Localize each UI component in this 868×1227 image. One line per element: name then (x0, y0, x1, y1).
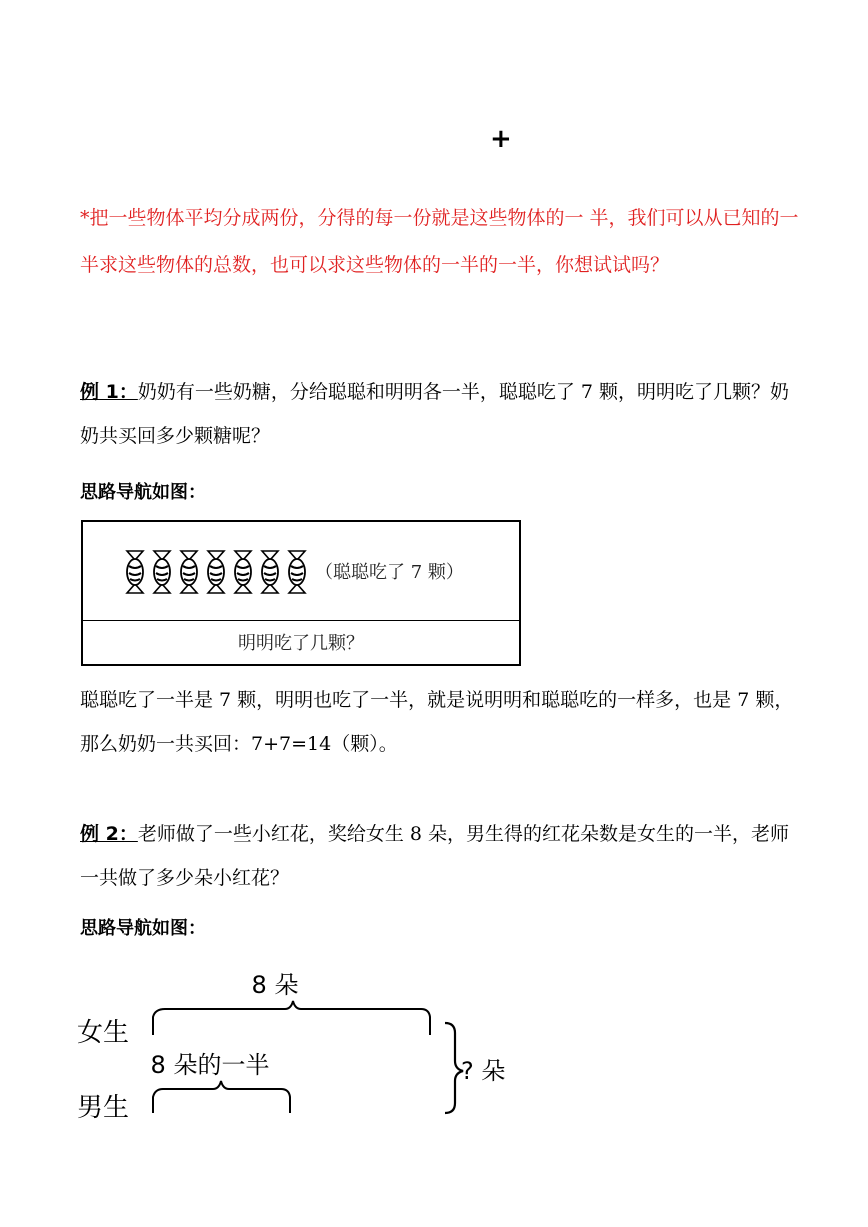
example2-question (80, 812, 800, 900)
example2-figure (75, 965, 535, 1125)
example1-figure-top-label: （聪聪吃了 7 颗） (315, 562, 464, 583)
candy-icon (127, 551, 143, 593)
example2-hint-title: 思路导航如图： (80, 918, 206, 939)
candy-icon (235, 551, 251, 593)
candy-icon (181, 551, 197, 593)
example1-answer: 聪聪吃了一半是 7 颗，明明也吃了一半，就是说明明和聪聪吃的一样多，也是 7 颗，那么奶奶一共买回：7+7=14（颗）。 (80, 689, 794, 755)
boys-label: 男生 (77, 1093, 130, 1123)
boys-amount-label: 8 朵的一半 (150, 1051, 270, 1079)
girls-label: 女生 (77, 1018, 130, 1048)
example2-label: 例 2： (80, 823, 138, 845)
girls-amount-label: 8 朵 (251, 971, 299, 999)
girls-brace (153, 1001, 430, 1035)
candy-icon (154, 551, 170, 593)
intro-text: *把一些物体平均分成两份，分得的每一份就是这些物体的一 半，我们可以从已知的一半求这些物体的总数，也可以求这些物体的一半的一半，你想试试吗？ (80, 207, 799, 276)
example1-question (80, 370, 800, 458)
boys-brace (153, 1081, 290, 1113)
example1-hint-title: 思路导航如图： (80, 482, 206, 503)
example1-label: 例 1： (80, 381, 138, 403)
example1-question-text: 奶奶有一些奶糖，分给聪聪和明明各一半，聪聪吃了 7 颗，明明吃了几颗？奶奶共买回多少颗糖呢？ (80, 381, 790, 447)
example2-question-text: 老师做了一些小红花，奖给女生 8 朵，男生得的红花朵数是女生的一半，老师一共做了多少朵小红花？ (80, 823, 790, 889)
total-label: ? 朵 (461, 1057, 506, 1085)
candy-icon (208, 551, 224, 593)
candy-icon (262, 551, 278, 593)
example1-figure-bottom-label: 明明吃了几颗？ (238, 633, 364, 654)
plus-sign: + (490, 124, 512, 154)
candy-row (123, 549, 313, 595)
example1-figure (81, 520, 521, 666)
candy-icon (289, 551, 305, 593)
example1-figure-top (83, 522, 519, 621)
